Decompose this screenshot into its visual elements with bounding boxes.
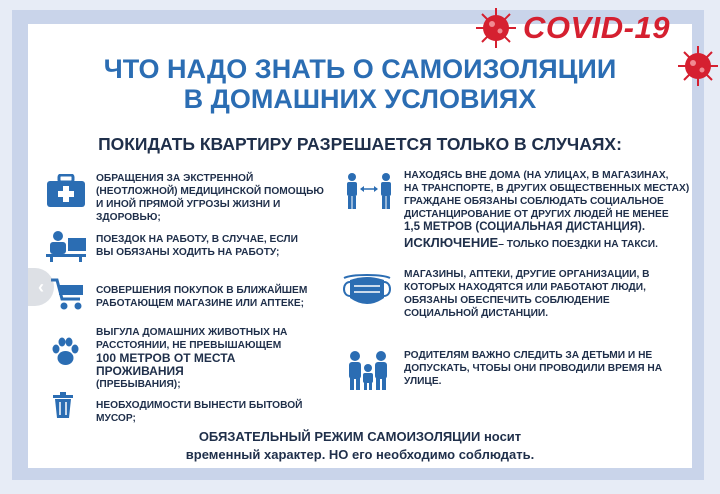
pets-line-3: 100 МЕТРОВ ОТ МЕСТА ПРОЖИВАНИЯ [96,351,236,378]
medical-kit-icon [46,174,86,208]
trash-bin-icon [52,392,74,418]
pets-line-2: РАССТОЯНИИ, НЕ ПРЕВЫШАЮЩЕМ [96,340,282,351]
distance-line-5: 1,5 МЕТРОВ (СОЦИАЛЬНАЯ ДИСТАНЦИЯ). [404,221,646,233]
pets-line-4: (ПРЕБЫВАНИЯ); [96,379,181,390]
virus-icon [474,6,518,50]
exception-label: ИСКЛЮЧЕНИЕ [404,235,499,250]
list-item-medical: ОБРАЩЕНИЯ ЗА ЭКСТРЕННОЙ (НЕОТЛОЖНОЙ) МЕДИЦИНСКОЙ ПОМОЩЬЮ И ИНОЙ ПРЯМОЙ УГРОЗЫ ЖИЗНИ И ЗДОРОВЬЮ; [96,173,324,223]
pets-line-1: ВЫГУЛА ДОМАШНИХ ЖИВОТНЫХ НА [96,327,288,338]
list-item-pets [96,326,326,391]
shopping-cart-icon [50,277,86,311]
exception-text: – ТОЛЬКО ПОЕЗДКИ НА ТАКСИ. [498,239,658,250]
office-work-icon [44,230,88,262]
chevron-left-icon: ‹ [38,276,44,297]
list-item-trash: НЕОБХОДИМОСТИ ВЫНЕСТИ БЫТОВОЙ МУСОР; [96,400,303,424]
list-item-work: ПОЕЗДОК НА РАБОТУ, В СЛУЧАЕ, ЕСЛИ ВЫ ОБЯЗАНЫ ХОДИТЬ НА РАБОТУ; [96,234,298,258]
distance-line-4: ДИСТАНЦИРОВАНИЕ ОТ ДРУГИХ ЛЮДЕЙ НЕ МЕНЕЕ [404,209,669,220]
footer-line-2: временный характер. НО его необходимо соблюдать. [185,447,535,462]
covid-badge: COVID-19 [523,10,670,45]
distance-line-2: НА ТРАНСПОРТЕ, В ДРУГИХ ОБЩЕСТВЕННЫХ МЕСТАХ) [404,183,690,194]
footer-line-1: ОБЯЗАТЕЛЬНЫЙ РЕЖИМ САМОИЗОЛЯЦИИ носит [198,429,522,444]
paw-icon [50,337,80,367]
list-item-distance [404,169,694,251]
page-title-line2: В ДОМАШНИХ УСЛОВИЯХ [183,84,537,114]
page-title-line1: ЧТО НАДО ЗНАТЬ О САМОИЗОЛЯЦИИ [103,54,617,84]
list-item-shopping: СОВЕРШЕНИЯ ПОКУПОК В БЛИЖАЙШЕМ РАБОТАЮЩЕМ МАГАЗИНЕ ИЛИ АПТЕКЕ; [96,285,308,309]
subtitle: ПОКИДАТЬ КВАРТИРУ РАЗРЕШАЕТСЯ ТОЛЬКО В СЛУЧАЯХ: [98,134,622,154]
distance-line-1: НАХОДЯСЬ ВНЕ ДОМА (НА УЛИЦАХ, В МАГАЗИНАХ, [404,170,669,181]
distance-line-3: ГРАЖДАНЕ ОБЯЗАНЫ СОБЛЮДАТЬ СОЦИАЛЬНОЕ [404,196,664,207]
list-item-shops: МАГАЗИНЫ, АПТЕКИ, ДРУГИЕ ОРГАНИЗАЦИИ, В КОТОРЫХ НАХОДЯТСЯ ИЛИ РАБОТАЮТ ЛЮДИ, ОБЯЗАНЫ ОБЕСПЕЧИТЬ СОБЛЮДЕНИЕ СОЦИАЛЬНОЙ ДИСТАНЦИИ. [404,269,650,319]
list-item-children: РОДИТЕЛЯМ ВАЖНО СЛЕДИТЬ ЗА ДЕТЬМИ И НЕ ДОПУСКАТЬ, ЧТОБЫ ОНИ ПРОВОДИЛИ ВРЕМЯ НА УЛИЦЕ. [404,350,663,387]
family-icon [346,350,390,390]
social-distance-icon [344,172,394,210]
face-mask-icon [340,270,394,312]
